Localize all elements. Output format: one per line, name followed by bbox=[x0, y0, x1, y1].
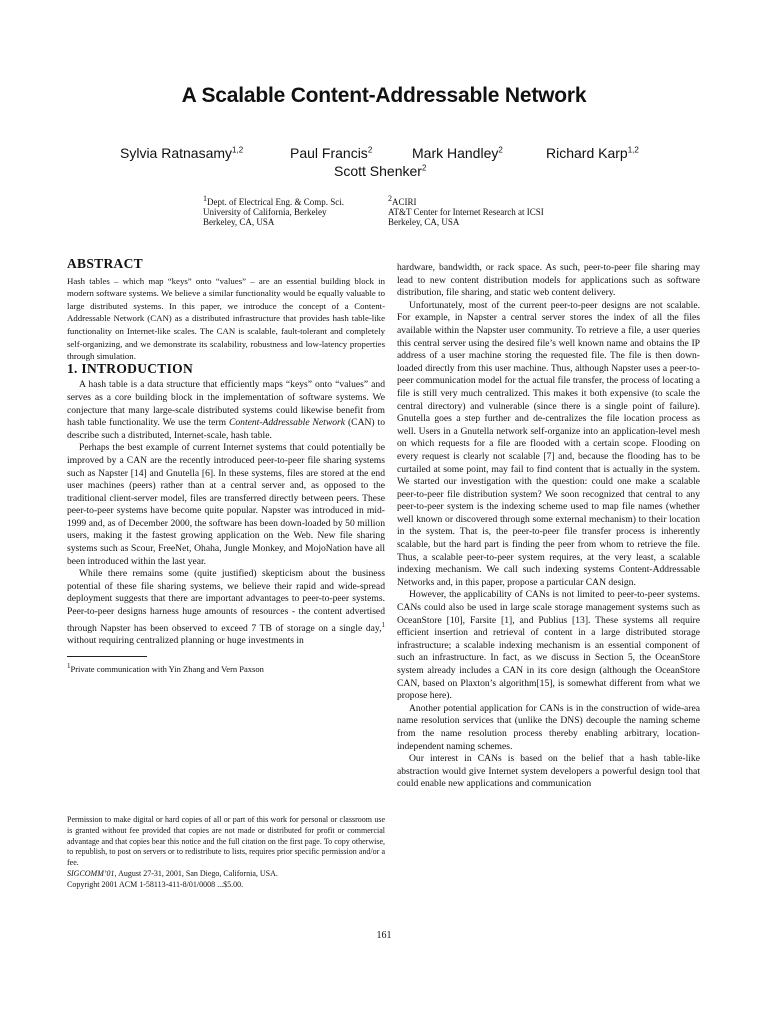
footnote-sup: 1 bbox=[67, 662, 71, 670]
author-sup: 1,2 bbox=[627, 145, 639, 155]
emphasis-text: Content-Addressable Network bbox=[228, 417, 346, 429]
affiliation-line: Dept. of Electrical Eng. & Comp. Sci. bbox=[207, 197, 344, 207]
right-paragraph-2: Unfortunately, most of the current peer-to-peer designs are not scalable. For example, in Napster a central server stores the index of all the files available within the Napster user community. To retrieve a file, a user queries this central server using the desired file’s well known name and obtains the IP address of a user machine storing the requested file. The file is then down-loaded directly from this user machine. Thus, although Napster uses a peer-to-peer communication model for the actual file transfer, the process of locating a file is still very much centralized. This makes it both expensive (to scale the central directory) and vulnerable (since there is a single point of failure). Gnutella goes a step further and de-centralizes the file location process as well. Users in a Gnutella network self-organize into an application-level mesh on which requests for a file are flooded with a certain scope. Flooding on every request is clearly not scalable [7] and, because the flooding has to be curtailed at some point, may fail to find content that is actually in the system. We started our investigation with the question: could one make a scalable peer-to-peer file distribution system? We soon recognized that central to any peer-to-peer system is the indexing scheme used to map file names (whether well known or discovered through some external mechanism) to their location in the system. That is, the peer-to-peer file transfer process is inherently scalable, but the hard part is finding the peer from whom to retrieve the file. Thus, a scalable peer-to-peer system requires, at the very least, a scalable indexing mechanism. We call such indexing systems Content-Addressable Networks and, in this paper, propose a particular CAN design. bbox=[397, 299, 700, 588]
introduction-heading: 1. INTRODUCTION bbox=[67, 360, 194, 376]
affiliation-line: Berkeley, CA, USA bbox=[203, 217, 275, 227]
intro-paragraph-1 bbox=[67, 379, 385, 442]
copyright-line: Copyright 2001 ACM 1-58113-411-8/01/0008 ...$5.00. bbox=[67, 879, 244, 889]
affiliation-2 bbox=[388, 194, 588, 227]
right-paragraph-1: hardware, bandwidth, or rack space. As such, peer-to-peer file sharing may lead to new content distribution models for applications such as software distribution, file sharing, and static web content delivery. bbox=[397, 262, 700, 299]
author-1 bbox=[120, 145, 243, 161]
intro-paragraph-2: Perhaps the best example of current Internet systems that could potentially be improved by a CAN are the recently introduced peer-to-peer file sharing systems such as Napster [14] and Gnutella [6]. In these systems, files are stored at the end user machines (peers) rather than at a central server and, as opposed to the traditional client-server model, files are transferred directly between peers. These peer-to-peer systems have become quite popular. Napster was introduced in mid-1999 and, as of December 2000, the software has been down-loaded by 50 million users, making it the fastest growing application on the Web. New file sharing systems such as Scour, FreeNet, Ohaha, Jungle Monkey, and MojoNation have all been introduced within the last year. bbox=[67, 442, 385, 567]
author-2 bbox=[290, 145, 372, 161]
permission-text: Permission to make digital or hard copies of all or part of this work for personal or classroom use is granted without fee provided that copies are not made or distributed for profit or commercial advantage and that copies bear this notice and the full citation on the first page. To copy otherwise, to republish, to post on servers or to redistribute to lists, requires prior specific permission and/or a fee. bbox=[67, 815, 385, 868]
author-name: Richard Karp bbox=[546, 145, 628, 161]
left-column bbox=[67, 258, 385, 675]
right-paragraph-5: Our interest in CANs is based on the belief that a hash table-like abstraction would give Internet system developers a powerful design tool that could enable new applications and communication bbox=[397, 753, 700, 790]
affiliation-line: ACIRI bbox=[392, 197, 417, 207]
permission-notice bbox=[67, 815, 385, 891]
affiliation-1 bbox=[203, 194, 403, 227]
paper-title: A Scalable Content-Addressable Network bbox=[181, 84, 587, 107]
right-column bbox=[397, 262, 700, 791]
author-name: Scott Shenker bbox=[334, 163, 422, 179]
footnote bbox=[67, 661, 385, 675]
author-3 bbox=[412, 145, 503, 161]
author-name: Paul Francis bbox=[290, 145, 368, 161]
page-number: 161 bbox=[376, 930, 392, 941]
text-run: While there remains some (quite justified) skepticism about the business potential of these file sharing systems, we believe their rapid and wide-spread deployment suggests that there are important advantages to peer-to-peer systems. Peer-to-peer designs harness huge amounts of resources - the content advertised through Napster has been observed to exceed 7 TB of storage on a single day, bbox=[67, 568, 385, 634]
affiliation-line: University of California, Berkeley bbox=[203, 207, 327, 217]
author-sup: 2 bbox=[498, 145, 503, 155]
abstract-text: Hash tables – which map “keys” onto “values” – are an essential building block in modern software systems. We believe a similar functionality would be equally valuable to large distributed systems. In this paper, we introduce the concept of a Content-Addressable Network (CAN) as a distributed infrastructure that provides hash table-like functionality on Internet-like scales. The CAN is scalable, fault-tolerant and completely self-organizing, and we demonstrate its scalability, robustness and low-latency properties through simulation. bbox=[67, 275, 385, 362]
footnote-divider bbox=[67, 656, 147, 657]
intro-paragraph-3 bbox=[67, 568, 385, 648]
abstract-heading: ABSTRACT bbox=[67, 256, 143, 271]
author-name: Sylvia Ratnasamy bbox=[120, 145, 233, 161]
author-name: Mark Handley bbox=[412, 145, 499, 161]
conference-name: SIGCOMM’01, bbox=[67, 868, 117, 878]
conference-line bbox=[67, 869, 385, 880]
text-run: without requiring centralized planning or huge investments in bbox=[67, 635, 304, 647]
right-paragraph-4: Another potential application for CANs is in the construction of wide-area name resolution services that (unlike the DNS) decouple the naming scheme from the name resolution process thereby enabling arbitrary, location-independent naming schemes. bbox=[397, 702, 700, 752]
affiliation-line: Berkeley, CA, USA bbox=[388, 217, 460, 227]
author-5 bbox=[334, 163, 426, 179]
affiliation-sup: 2 bbox=[388, 194, 392, 203]
footnote-marker: 1 bbox=[381, 620, 385, 629]
text-run: A hash table is a data structure that efficiently maps “keys” onto “values” and serves as a core building block in the implementation of software systems. We conjecture that many large-scale distributed systems could likewise benefit from hash table functionality. We use the term bbox=[67, 379, 385, 429]
right-paragraph-3: However, the applicability of CANs is not limited to peer-to-peer systems. CANs could also be used in large scale storage management systems such as OceanStore [10], Farsite [1], and Publius [13]. These systems all require efficient insertion and retrieval of content in a large distributed storage infrastructure; a scalable indexing mechanism is an essential component of such an infrastructure. In fact, as we discuss in Section 5, the OceanStore system already includes a CAN in its core design (although the OceanStore CAN, based on Plaxton’s algorithm[15], is somewhat different from what we propose here). bbox=[397, 589, 700, 702]
conference-details: August 27-31, 2001, San Diego, California, USA. bbox=[116, 868, 278, 878]
author-sup: 1,2 bbox=[232, 145, 244, 155]
author-4 bbox=[546, 145, 639, 161]
affiliation-line: AT&T Center for Internet Research at ICSI bbox=[388, 207, 544, 217]
author-sup: 2 bbox=[367, 145, 373, 155]
author-sup: 2 bbox=[421, 163, 427, 173]
text-run: (CAN) to describe such a distributed, Internet-scale, hash table. bbox=[67, 417, 386, 441]
footnote-text: Private communication with Yin Zhang and Vern Paxson bbox=[70, 663, 264, 674]
affiliation-sup: 1 bbox=[203, 194, 207, 203]
